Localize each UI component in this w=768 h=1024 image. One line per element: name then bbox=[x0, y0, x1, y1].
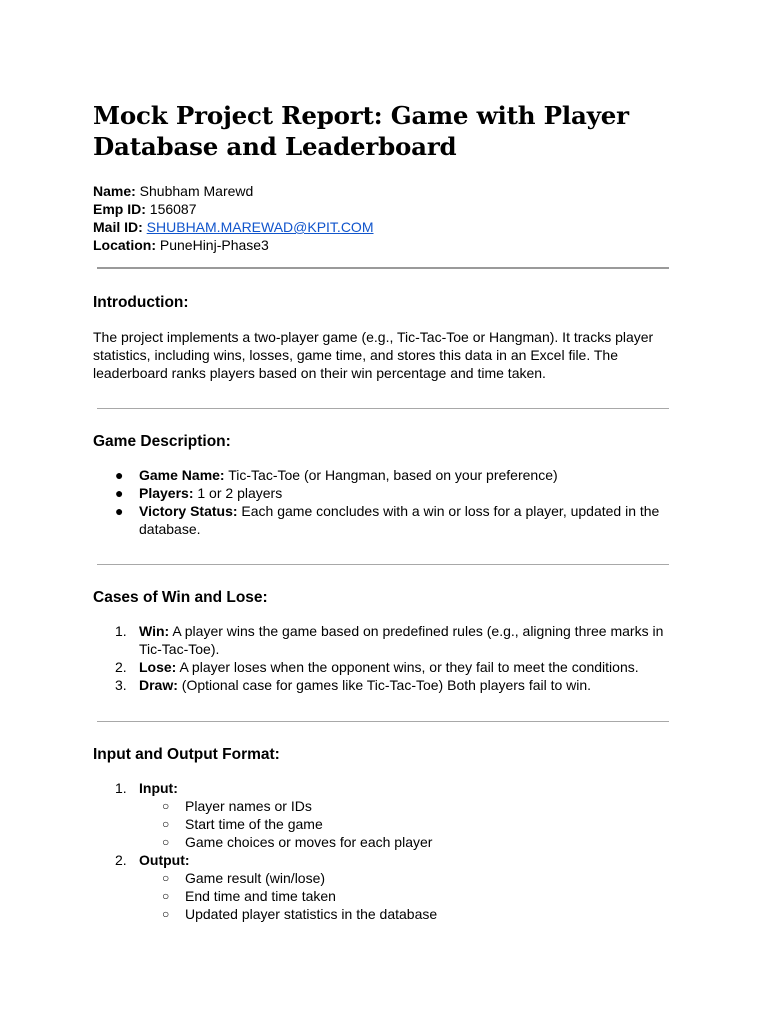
sub-list-item bbox=[93, 905, 675, 923]
introduction-heading: Introduction: bbox=[93, 294, 189, 311]
item-number: 3. bbox=[115, 677, 127, 693]
sub-item-text: Game choices or moves for each player bbox=[185, 834, 433, 850]
hollow-bullet-icon: ○ bbox=[162, 799, 170, 813]
sub-item-text: Game result (win/lose) bbox=[185, 870, 326, 886]
emp-id-value: 156087 bbox=[145, 201, 197, 217]
list-item bbox=[93, 676, 675, 694]
item-label: Draw: bbox=[139, 677, 178, 693]
divider bbox=[97, 564, 669, 565]
item-number: 2. bbox=[115, 852, 127, 868]
item-label: Victory Status: bbox=[139, 503, 238, 519]
sub-list-item bbox=[93, 797, 675, 815]
sub-list-item bbox=[93, 869, 675, 887]
cases-list bbox=[93, 622, 675, 694]
item-number: 1. bbox=[115, 623, 127, 639]
sub-list-item bbox=[93, 887, 675, 905]
introduction-text: The project implements a two-player game (e.g., Tic-Tac-Toe or Hangman). It tracks player statistics, including wins, losses, game time, and stores this data in an Excel file. The leaderboard ranks players based on their win percentage and time taken. bbox=[93, 329, 654, 381]
item-text: 1 or 2 players bbox=[193, 485, 283, 501]
divider bbox=[97, 267, 669, 269]
name-label: Name: bbox=[93, 183, 136, 199]
divider bbox=[97, 721, 669, 722]
hollow-bullet-icon: ○ bbox=[162, 817, 170, 831]
name-value: Shubham Marewd bbox=[135, 183, 254, 199]
location-label: Location: bbox=[93, 237, 156, 253]
io-format-heading: Input and Output Format: bbox=[93, 746, 280, 763]
list-item bbox=[93, 484, 675, 502]
list-item bbox=[93, 466, 675, 484]
hollow-bullet-icon: ○ bbox=[162, 871, 170, 885]
list-item bbox=[93, 658, 675, 676]
bullet-icon: ● bbox=[115, 467, 124, 483]
mail-link[interactable]: SHUBHAM.MAREWAD@KPIT.COM bbox=[146, 219, 374, 235]
cases-heading: Cases of Win and Lose: bbox=[93, 589, 268, 606]
item-label: Lose: bbox=[139, 659, 177, 675]
hollow-bullet-icon: ○ bbox=[162, 835, 170, 849]
item-text: Each game concludes with a win or loss for a player, updated in the database. bbox=[139, 503, 660, 537]
author-info bbox=[93, 182, 675, 254]
page-title: Mock Project Report: Game with Player Database and Leaderboard bbox=[93, 101, 629, 161]
mail-line bbox=[93, 218, 675, 236]
sub-item-text: Updated player statistics in the database bbox=[185, 906, 438, 922]
emp-id-line bbox=[93, 200, 675, 218]
name-line bbox=[93, 182, 675, 200]
item-number: 2. bbox=[115, 659, 127, 675]
item-text: A player loses when the opponent wins, or they fail to meet the conditions. bbox=[176, 659, 639, 675]
item-text: (Optional case for games like Tic-Tac-Toe) Both players fail to win. bbox=[177, 677, 592, 693]
list-item bbox=[93, 851, 675, 923]
item-number: 1. bbox=[115, 780, 127, 796]
game-description-heading: Game Description: bbox=[93, 433, 231, 450]
item-label: Game Name: bbox=[139, 467, 225, 483]
sub-list-item bbox=[93, 833, 675, 851]
document-page bbox=[93, 100, 675, 923]
list-item bbox=[93, 779, 675, 851]
hollow-bullet-icon: ○ bbox=[162, 907, 170, 921]
bullet-icon: ● bbox=[115, 485, 124, 501]
item-text: A player wins the game based on predefined rules (e.g., aligning three marks in Tic-Tac-Toe). bbox=[139, 623, 664, 657]
item-label: Win: bbox=[139, 623, 170, 639]
item-label: Output: bbox=[139, 852, 190, 868]
sub-item-text: End time and time taken bbox=[185, 888, 336, 904]
sub-item-text: Player names or IDs bbox=[185, 798, 312, 814]
list-item bbox=[93, 502, 675, 538]
sub-list-item bbox=[93, 815, 675, 833]
item-label: Players: bbox=[139, 485, 194, 501]
location-value: PuneHinj-Phase3 bbox=[156, 237, 269, 253]
io-format-list bbox=[93, 779, 675, 923]
location-line bbox=[93, 236, 675, 254]
sub-item-text: Start time of the game bbox=[185, 816, 323, 832]
item-label: Input: bbox=[139, 780, 178, 796]
hollow-bullet-icon: ○ bbox=[162, 889, 170, 903]
divider bbox=[97, 408, 669, 409]
emp-id-label: Emp ID: bbox=[93, 201, 146, 217]
game-description-list bbox=[93, 466, 675, 538]
bullet-icon: ● bbox=[115, 503, 124, 519]
mail-label: Mail ID: bbox=[93, 219, 143, 235]
item-text: Tic-Tac-Toe (or Hangman, based on your preference) bbox=[224, 467, 558, 483]
list-item bbox=[93, 622, 675, 658]
